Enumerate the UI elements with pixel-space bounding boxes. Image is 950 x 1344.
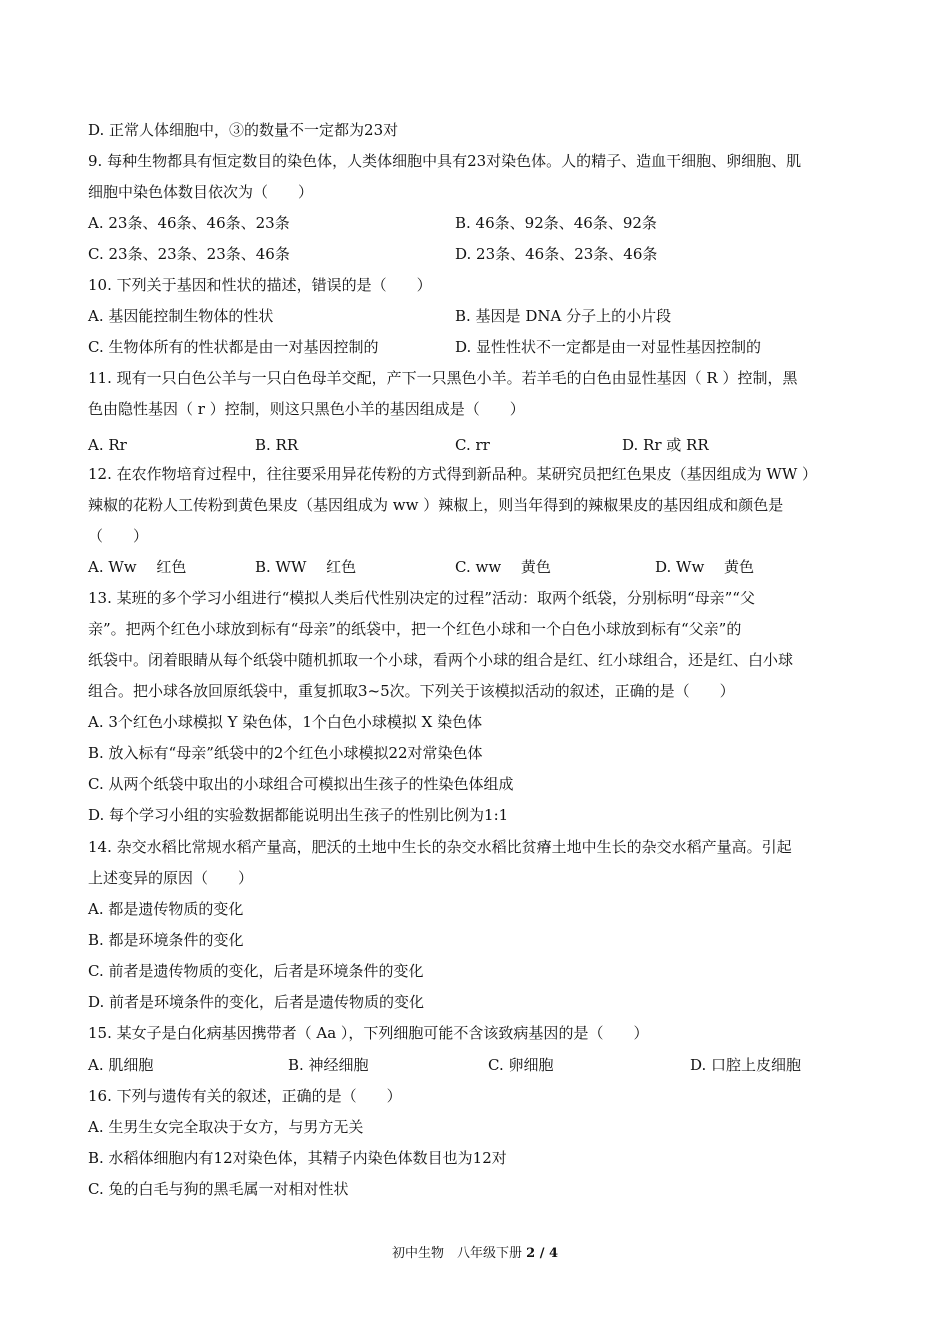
q16-option-c: C. 兔的白毛与狗的黑毛属一对相对性状 xyxy=(88,1180,349,1198)
q11-option-b: B. RR xyxy=(255,436,299,454)
page-footer xyxy=(0,1245,950,1263)
q16-option-b: B. 水稻体细胞内有12对染色体，其精子内染色体数目也为12对 xyxy=(88,1149,507,1167)
q13-option-a: A. 3个红色小球模拟 Y 染色体，1个白色小球模拟 X 染色体 xyxy=(88,713,483,731)
q13-stem-line-3: 纸袋中。闭着眼睛从每个纸袋中随机抓取一个小球，看两个小球的组合是红、红小球组合，还是红、白小球 xyxy=(88,651,794,669)
q12-option-a: A. Ww 红色 xyxy=(88,558,187,576)
q14-option-a: A. 都是遗传物质的变化 xyxy=(88,900,244,918)
q13-option-b: B. 放入标有“母亲”纸袋中的2个红色小球模拟22对常染色体 xyxy=(88,744,483,762)
q10-stem: 10. 下列关于基因和性状的描述，错误的是（ ） xyxy=(88,276,432,294)
q8-option-d: D. 正常人体细胞中，③的数量不一定都为23对 xyxy=(88,121,399,139)
q12-stem-line-2: 辣椒的花粉人工传粉到黄色果皮（基因组成为 ww ）辣椒上，则当年得到的辣椒果皮的基因组成和颜色是 xyxy=(88,496,784,514)
q15-option-d: D. 口腔上皮细胞 xyxy=(690,1056,802,1074)
q9-option-d: D. 23条、46条、23条、46条 xyxy=(455,245,658,263)
q12-option-b: B. WW 红色 xyxy=(255,558,357,576)
q11-option-a: A. Rr xyxy=(88,436,127,454)
q12-stem-line-3: （ ） xyxy=(88,527,149,545)
q14-stem-line-1: 14. 杂交水稻比常规水稻产量高，肥沃的土地中生长的杂交水稻比贫瘠土地中生长的杂交水稻产量高。引起 xyxy=(88,838,792,856)
q15-stem: 15. 某女子是白化病基因携带者（ Aa ），下列细胞可能不含该致病基因的是（ ） xyxy=(88,1024,649,1042)
q15-option-a: A. 肌细胞 xyxy=(88,1056,154,1074)
q9-option-a: A. 23条、46条、46条、23条 xyxy=(88,214,290,232)
page-number: 2 / 4 xyxy=(526,1246,559,1261)
q11-option-c: C. rr xyxy=(455,436,490,454)
q14-option-d: D. 前者是环境条件的变化，后者是遗传物质的变化 xyxy=(88,993,425,1011)
q10-option-c: C. 生物体所有的性状都是由一对基因控制的 xyxy=(88,338,379,356)
q11-option-d: D. Rr 或 RR xyxy=(622,436,709,454)
q9-stem-line-1: 9. 每种生物都具有恒定数目的染色体，人类体细胞中具有23对染色体。人的精子、造血干细胞、卵细胞、肌 xyxy=(88,152,802,170)
q16-stem: 16. 下列与遗传有关的叙述，正确的是（ ） xyxy=(88,1087,402,1105)
q13-stem-line-1: 13. 某班的多个学习小组进行“模拟人类后代性别决定的过程”活动：取两个纸袋，分别标明“母亲”“父 xyxy=(88,589,755,607)
q9-option-c: C. 23条、23条、23条、46条 xyxy=(88,245,290,263)
q9-option-b: B. 46条、92条、46条、92条 xyxy=(455,214,657,232)
q16-option-a: A. 生男生女完全取决于女方，与男方无关 xyxy=(88,1118,364,1136)
q14-option-b: B. 都是环境条件的变化 xyxy=(88,931,244,949)
q13-stem-line-2: 亲”。把两个红色小球放到标有“母亲”的纸袋中，把一个红色小球和一个白色小球放到标有“父亲”的 xyxy=(88,620,742,638)
q13-stem-line-4: 组合。把小球各放回原纸袋中，重复抓取3~5次。下列关于该模拟活动的叙述，正确的是（ ） xyxy=(88,682,735,700)
q11-stem-line-2: 色由隐性基因（ r ）控制，则这只黑色小羊的基因组成是（ ） xyxy=(88,400,525,418)
q9-stem-line-2: 细胞中染色体数目依次为（ ） xyxy=(88,183,314,201)
q15-option-c: C. 卵细胞 xyxy=(488,1056,554,1074)
q12-stem-line-1: 12. 在农作物培育过程中，往往要采用异花传粉的方式得到新品种。某研究员把红色果皮（基因组成为 WW ） xyxy=(88,465,817,483)
q10-option-a: A. 基因能控制生物体的性状 xyxy=(88,307,274,325)
q10-option-d: D. 显性性状不一定都是由一对显性基因控制的 xyxy=(455,338,762,356)
q15-option-b: B. 神经细胞 xyxy=(288,1056,369,1074)
q14-option-c: C. 前者是遗传物质的变化，后者是环境条件的变化 xyxy=(88,962,424,980)
q13-option-c: C. 从两个纸袋中取出的小球组合可模拟出生孩子的性染色体组成 xyxy=(88,775,514,793)
q14-stem-line-2: 上述变异的原因（ ） xyxy=(88,869,254,887)
q13-option-d: D. 每个学习小组的实验数据都能说明出生孩子的性别比例为1:1 xyxy=(88,806,509,824)
q11-stem-line-1: 11. 现有一只白色公羊与一只白色母羊交配，产下一只黑色小羊。若羊毛的白色由显性基因（ R ）控制，黑 xyxy=(88,369,798,387)
footer-subject: 初中生物 八年级下册 xyxy=(391,1246,522,1261)
q12-option-d: D. Ww 黄色 xyxy=(655,558,755,576)
q10-option-b: B. 基因是 DNA 分子上的小片段 xyxy=(455,307,672,325)
q12-option-c: C. ww 黄色 xyxy=(455,558,551,576)
